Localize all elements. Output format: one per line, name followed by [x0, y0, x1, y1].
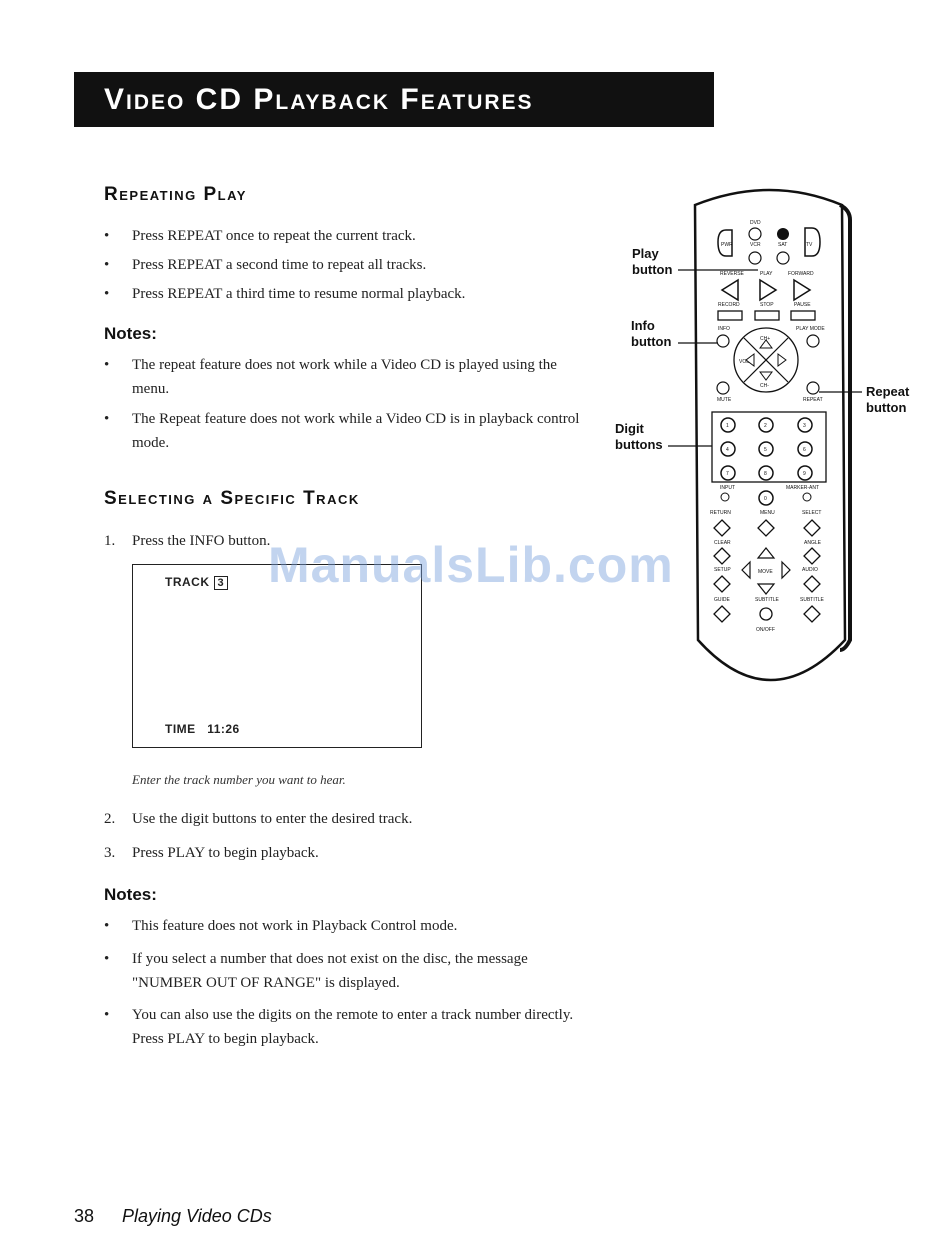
note-text: If you select a number that does not exist on the disc, the message "NUMBER OUT OF RANGE" is displayed. [132, 951, 528, 991]
sat-label: SAT [778, 242, 788, 248]
input-label: INPUT [720, 485, 735, 491]
step-item [104, 807, 584, 831]
reverse-label: REVERSE [720, 271, 744, 277]
info-label: INFO [718, 326, 730, 332]
step-number: 3. [104, 845, 116, 861]
tv-label: TV [806, 242, 813, 248]
note-item: • The Repeat feature does not work while a Video CD is in playback control mode. [104, 407, 584, 455]
step-text: Use the digit buttons to enter the desired track. [132, 811, 413, 827]
mute-label: MUTE [717, 397, 732, 403]
digit-label: 2 [764, 423, 767, 429]
step-item [104, 841, 584, 865]
digit-label: 8 [764, 471, 767, 477]
marker-label: MARKER-ANT [786, 485, 820, 491]
note-text: This feature does not work in Playback Control mode. [132, 918, 458, 934]
step-text: Press the INFO button. [132, 533, 271, 549]
audio-label: AUDIO [802, 567, 818, 573]
clear-label: CLEAR [714, 540, 731, 546]
step-text: Press PLAY to begin playback. [132, 845, 319, 861]
play-label: PLAY [760, 271, 773, 277]
callout-repeat: Repeat button [866, 384, 910, 415]
section-title-repeating: Repeating Play [104, 184, 247, 205]
track-display [165, 575, 228, 590]
time-display [165, 722, 240, 736]
remote-control-illustration [600, 180, 865, 705]
digit-label: 4 [726, 447, 729, 453]
sat-mode-button[interactable] [777, 228, 789, 240]
notes-heading: Notes: [104, 324, 157, 343]
forward-label: FORWARD [788, 271, 814, 277]
note-text: The Repeat feature does not work while a Video CD is in playback control mode. [132, 411, 580, 451]
time-value: 11:26 [207, 722, 240, 736]
page-title: Video CD Playback Features [74, 72, 714, 127]
note-item: • The repeat feature does not work while a Video CD is played using the menu. [104, 353, 584, 401]
footer-section: Playing Video CDs [122, 1206, 272, 1226]
chplus-label: CH+ [760, 336, 771, 342]
play-mode-label: PLAY MODE [796, 326, 825, 332]
callout-digit: Digit buttons [615, 421, 663, 452]
bullet-text: Press REPEAT a third time to resume normal playback. [132, 286, 466, 302]
note-item: • This feature does not work in Playback Control mode. [104, 914, 584, 938]
digit-label: 3 [803, 423, 806, 429]
note-item: • You can also use the digits on the remote to enter a track number directly. Press PLAY to begin playback. [104, 1003, 584, 1051]
bullet-item: • Press REPEAT once to repeat the current track. [104, 224, 584, 248]
bullet-item: • Press REPEAT a third time to resume normal playback. [104, 282, 584, 306]
note-text: The repeat feature does not work while a Video CD is played using the menu. [132, 357, 557, 397]
subtitle-label: SUBTITLE [755, 597, 779, 603]
return-label: RETURN [710, 510, 731, 516]
stop-label: STOP [760, 302, 774, 308]
bullet-text: Press REPEAT once to repeat the current track. [132, 228, 416, 244]
callout-info: Info button [631, 318, 672, 349]
section-title-selecting: Selecting a Specific Track [104, 488, 360, 509]
digit-label: 1 [726, 423, 729, 429]
digit-label: 5 [764, 447, 767, 453]
track-label: TRACK [165, 575, 210, 589]
callout-play: Play button [632, 246, 673, 277]
guide-label: GUIDE [714, 597, 730, 603]
pause-label: PAUSE [794, 302, 811, 308]
step-number: 2. [104, 811, 116, 827]
setup-label: SETUP [714, 567, 731, 573]
menu-label: MENU [760, 510, 775, 516]
move-label: MOVE [758, 569, 773, 575]
watermark-text: ManualsLib.com [268, 537, 674, 593]
page-number: 38 [74, 1206, 95, 1226]
angle-label: ANGLE [804, 540, 821, 546]
record-label: RECORD [718, 302, 740, 308]
digit-label: 9 [803, 471, 806, 477]
remote-body [695, 190, 845, 680]
select-label: SELECT [802, 510, 822, 516]
notes-heading: Notes: [104, 885, 157, 904]
subtitle2-label: SUBTITLE [800, 597, 824, 603]
vol-label: VOL [739, 359, 750, 365]
onoff-label: ON/OFF [756, 627, 775, 633]
track-value: 3 [214, 576, 229, 590]
digit-label: 6 [803, 447, 806, 453]
digit-label: 7 [726, 471, 729, 477]
pwr-label: PWR [721, 242, 733, 248]
digit-label: 0 [764, 496, 767, 502]
time-label: TIME [165, 722, 196, 736]
figure-caption: Enter the track number you want to hear. [132, 772, 346, 787]
chminus-label: CH- [760, 383, 769, 389]
repeat-label: REPEAT [803, 397, 823, 403]
dvd-label: DVD [750, 220, 761, 226]
bullet-item: • Press REPEAT a second time to repeat all tracks. [104, 253, 584, 277]
step-number: 1. [104, 533, 116, 549]
note-text: You can also use the digits on the remote to enter a track number directly. Press PLAY to begin playback. [132, 1007, 574, 1047]
note-item: • If you select a number that does not exist on the disc, the message "NUMBER OUT OF RANGE" is displayed. [104, 947, 584, 995]
bullet-text: Press REPEAT a second time to repeat all tracks. [132, 257, 427, 273]
vcr-label: VCR [750, 242, 761, 248]
